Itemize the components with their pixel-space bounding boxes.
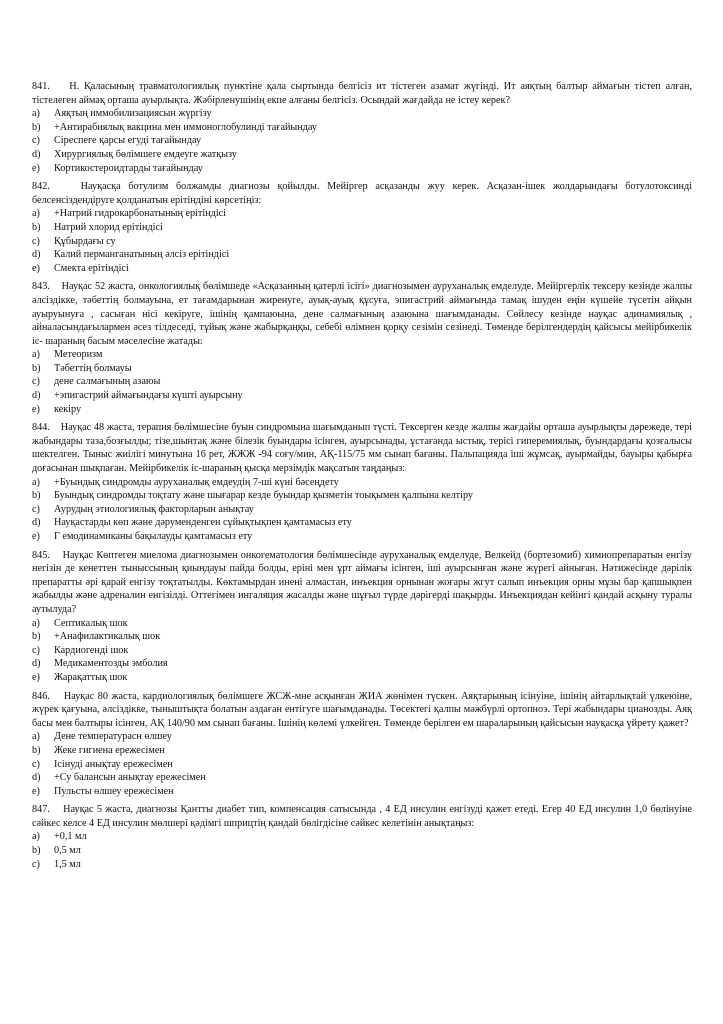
answer-option bbox=[32, 134, 692, 148]
option-text: 1,5 мл bbox=[54, 858, 81, 870]
option-text: кекіру bbox=[54, 403, 82, 415]
option-text: Науқастарды көп және дәруменденген сұйықтықпен қамтамасыз ету bbox=[54, 517, 352, 529]
document-page bbox=[32, 80, 692, 876]
answer-option bbox=[32, 671, 692, 685]
option-label: b) bbox=[32, 490, 41, 502]
option-text: Жеке гигиена ережесімен bbox=[54, 744, 165, 756]
answer-option bbox=[32, 730, 692, 744]
option-text: Ісінуді анықтау ережесімен bbox=[54, 758, 173, 770]
option-text: дене салмағының азаюы bbox=[54, 376, 161, 388]
option-text: Септикалық шок bbox=[54, 617, 128, 629]
option-label: c) bbox=[32, 503, 40, 515]
answer-option bbox=[32, 162, 692, 176]
option-text: Натрий хлорид ерітіндісі bbox=[54, 221, 163, 233]
option-label: e) bbox=[32, 671, 40, 683]
option-label: c) bbox=[32, 858, 40, 870]
option-text: +Буындық синдромды ауруханалық емдеудің 7-ші күні бәсеңдету bbox=[54, 476, 339, 488]
answer-option bbox=[32, 657, 692, 671]
question-text: 845. Науқас Көптеген миелома диагнозымен онкогематология бөлімшесінде ауруханалық емделуде, Велкейд (бортезомиб) химиопрепаратын енгізу негізін де кенеттен тыныссының қиындауы пайда болды, еріні мен ұрт аймағы ісінген, іші ауырсынған және жүрегі айныған. Нәтижесінде дәрілік препаратты әрі қарай енгізу тоқтатылды. Көктамырдан инені алмастан, инъекция орнынан жоғары жгут салып инъекция орны мұзы бар қапшықпен жабылды және адреналин енгізілді. Оттегімен ингаляция жасалды және шұғыл түрде дәрігерді шақырды. Инъекциядан кейінгі қандай асқыну туралы аутылуда? bbox=[32, 549, 692, 615]
option-text: Жарақаттық шок bbox=[54, 671, 128, 683]
answer-option bbox=[32, 248, 692, 262]
option-text: +Анафилактикалық шок bbox=[54, 631, 161, 643]
option-label: b) bbox=[32, 121, 41, 133]
option-text: Аурудың этиологиялық факторларын анықтау bbox=[54, 503, 254, 515]
option-label: d) bbox=[32, 249, 41, 261]
answer-option bbox=[32, 785, 692, 799]
question-843 bbox=[32, 280, 692, 416]
option-label: c) bbox=[32, 758, 40, 770]
option-label: a) bbox=[32, 731, 40, 743]
question-845 bbox=[32, 549, 692, 685]
answer-option bbox=[32, 489, 692, 503]
option-label: e) bbox=[32, 162, 40, 174]
option-text: Г емодинамиканы бақылауды қамтамасыз ету bbox=[54, 531, 253, 542]
option-label: b) bbox=[32, 221, 41, 233]
question-847 bbox=[32, 803, 692, 871]
question-text: 847. Науқас 5 жаста, диагнозы Қантты диабет тип, компенсация сатысында , 4 ЕД инсулин енгізуді қажет етеді. Егер 40 ЕД инсулин 1,0 бөлінуіне сәйкес келсе 4 ЕД инсулин мөлшері қәдімгі шприцтің қандай бөлігдісіне сәйкес келетінін анықтаңыз: bbox=[32, 804, 692, 829]
answer-option bbox=[32, 403, 692, 417]
answer-option bbox=[32, 348, 692, 362]
answer-option bbox=[32, 262, 692, 276]
option-label: a) bbox=[32, 208, 40, 220]
option-text: Аяқтың иммобилизациясын жүргізу bbox=[54, 108, 212, 120]
answer-option bbox=[32, 375, 692, 389]
option-text: Медикаментозды эмболия bbox=[54, 658, 168, 670]
option-label: b) bbox=[32, 631, 41, 643]
answer-option bbox=[32, 630, 692, 644]
question-846 bbox=[32, 690, 692, 799]
option-label: a) bbox=[32, 349, 40, 361]
option-label: c) bbox=[32, 135, 40, 147]
question-844 bbox=[32, 421, 692, 543]
option-label: c) bbox=[32, 376, 40, 388]
question-842 bbox=[32, 180, 692, 275]
option-label: e) bbox=[32, 785, 40, 797]
answer-option bbox=[32, 503, 692, 517]
answer-option bbox=[32, 148, 692, 162]
option-label: c) bbox=[32, 235, 40, 247]
option-label: a) bbox=[32, 108, 40, 120]
option-label: b) bbox=[32, 845, 41, 857]
answer-option bbox=[32, 516, 692, 530]
option-text: Сіреспеге қарсы егуді тағайындау bbox=[54, 135, 202, 147]
option-text: +Натрий гидрокарбонатының ерітіндісі bbox=[54, 208, 227, 220]
option-text: +эпигастрий аймағындағы күшті ауырсыну bbox=[54, 390, 243, 402]
option-label: a) bbox=[32, 831, 40, 843]
option-text: +0,1 мл bbox=[54, 831, 87, 843]
option-label: d) bbox=[32, 517, 41, 529]
answer-option bbox=[32, 644, 692, 658]
answer-option bbox=[32, 207, 692, 221]
option-text: Тәбеттің болмауы bbox=[54, 362, 132, 374]
option-label: d) bbox=[32, 772, 41, 784]
option-label: b) bbox=[32, 744, 41, 756]
option-label: e) bbox=[32, 403, 40, 415]
answer-option bbox=[32, 121, 692, 135]
option-label: e) bbox=[32, 262, 40, 274]
question-text: 842. Науқасқа ботулизм болжамды диагнозы қойылды. Мейіргер асқазанды жуу керек. Асқазан-ішек жолдарындағы ботулотоксинді белсенсіздендіруге қолданатын ерітіндіні көрсетіңіз: bbox=[32, 181, 692, 206]
answer-option bbox=[32, 744, 692, 758]
question-text: 843. Науқас 52 жаста, онкологиялық бөлімшеде «Асқазанның қатерлі ісігі» диагнозымен ауруханалық емделуде. Мейіргерлік тексеру кезінде жалпы әлсіздікке, тәбеттің болмауына, ет тағамдарынан жиренуге, ауық-ауық құсуға, эпигастрий аймағында тамақ ішуден еңін күшейе түсетін айқын ауыруынуға , сасыған нісі кекіруге, ішінің қампаюына, дене салмағының азаюына шағымданады. Сөйлесу кезінде науқас адинамиялық , айналасындағылармен әсез тілдеседі, тұйық және жабырқаңқы, себебі өлімнен қорқу сезімін сезінеді. Төменде берілгендердің қайсысы мейірбикелік іс- шараның басым мәселесіне жатады: bbox=[32, 281, 692, 347]
option-text: Кардиогенді шок bbox=[54, 644, 129, 656]
option-label: a) bbox=[32, 617, 40, 629]
option-text: +Антирабиялық вакцина мен иммоноглобулинді тағайындау bbox=[54, 121, 317, 133]
answer-option bbox=[32, 844, 692, 858]
option-label: a) bbox=[32, 476, 40, 488]
option-text: Дене температурасн өлшеу bbox=[54, 731, 172, 743]
option-label: d) bbox=[32, 658, 41, 670]
answer-option bbox=[32, 476, 692, 490]
answer-option bbox=[32, 830, 692, 844]
option-label: b) bbox=[32, 362, 41, 374]
question-841 bbox=[32, 80, 692, 175]
option-text: Калий перманганатының әлсіз ерітіндісі bbox=[54, 249, 230, 261]
answer-option bbox=[32, 858, 692, 872]
answer-option bbox=[32, 530, 692, 544]
answer-option bbox=[32, 221, 692, 235]
question-text: 844. Науқас 48 жаста, терапия бөлімшесіне буын синдромына шағымданып түсті. Тексерген кезде жалпы жағдайы орташа ауырлықты дәрежеде, тері жабындары таза,бозғылды; тізе,шынтақ және білезік буындары ісінген, ауырсынады, ұстағанда ыстық, терісі гиперемиялық, буындардағы қозғалысы шектелген. Тыныс жиілігі минутына 16 рет, ЖЖЖ -94 соғу/мин, АҚ-115/75 мм сынап бағаны. Пальпацияда іші жұмсақ, ауырмайды, бауыры қабырға доғасынан шықпаған. Мейірбикелік іс-шараның қысқа мерзімдік мақсатын таңдаңыз: bbox=[32, 422, 692, 475]
option-text: Буындық синдромды тоқтату және шығарар кезде буындар қызметін тоықымен қалпына келтіру bbox=[54, 490, 474, 502]
question-text: 841. Н. Қаласының травматологиялық пунктіне қала сыртында белгісіз ит тістеген азамат жүгінді. Ит аяқтың балтыр аймағын тістеп алған, тістелеген аймақ орташа ауырлықта. Жәбірленушінің екпе алғаны белгісіз. Осындай жағдайда не істеу керек? bbox=[32, 81, 692, 106]
option-label: e) bbox=[32, 531, 40, 542]
option-text: Смекта ерітіндісі bbox=[54, 262, 129, 274]
option-label: d) bbox=[32, 390, 41, 402]
answer-option bbox=[32, 107, 692, 121]
option-text: Кортикостероидтарды тағайындау bbox=[54, 162, 203, 174]
option-text: Хирургиялық бөлімшеге емдеуге жатқызу bbox=[54, 148, 237, 160]
option-text: 0,5 мл bbox=[54, 845, 81, 857]
answer-option bbox=[32, 758, 692, 772]
answer-option bbox=[32, 362, 692, 376]
option-text: +Су балансын анықтау ережесімен bbox=[54, 772, 206, 784]
answer-option bbox=[32, 235, 692, 249]
answer-option bbox=[32, 617, 692, 631]
answer-option bbox=[32, 771, 692, 785]
answer-option bbox=[32, 389, 692, 403]
option-label: d) bbox=[32, 148, 41, 160]
option-text: Метеоризм bbox=[54, 349, 103, 361]
option-label: c) bbox=[32, 644, 40, 656]
question-text: 846. Науқас 80 жаста, кардиологиялық бөлімшеге ЖСЖ-мне асқынған ЖИА жөнімен түскен. Аяқтарының ісінуіне, ішінің айтарлықтай үлкеюіне, жүрек қағуына, әлсіздікке, тыныштықта болатын аздаған ентігуге шағымданады. Төсектегі қалпы мәжбүрлі ортопноэ. Тері жабындары цианозды. Аяқ басы мен балтыры ісінген, АҚ 140/90 мм сынап бағаны. Ішінің көлемі үлкейген. Төменде берілген ем шараларының қайсысын науқасқа үйрету қажет? bbox=[32, 690, 692, 729]
option-text: Пульсты өлшеу ережесімен bbox=[54, 785, 174, 797]
option-text: Құбырдағы су bbox=[54, 235, 116, 247]
